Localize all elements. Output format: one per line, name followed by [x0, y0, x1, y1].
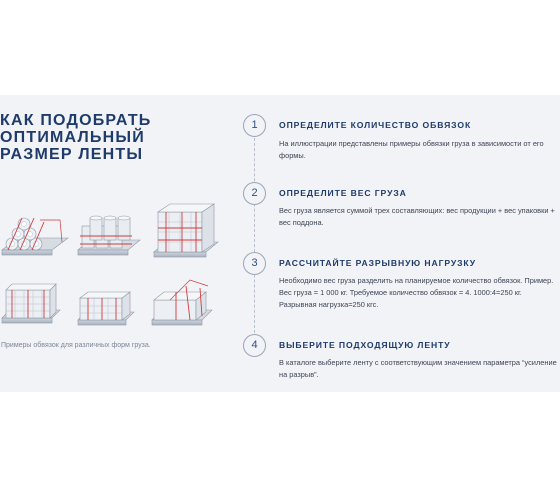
step-1-text: На иллюстрации представлены примеры обвязки груза в зависимости от его формы.: [279, 139, 544, 160]
step-4-number: 4: [243, 334, 266, 357]
steps-connector-line: [254, 138, 255, 333]
step-1-number: 1: [243, 114, 266, 137]
barrels-load-icon: [78, 216, 140, 255]
boxes-load-icon: [154, 204, 218, 257]
step-3-text: Необходимо вес груза разделить на планируемое количество обвязок. Пример. Вес груза = 1 000 кг. Требуемое количество обвязок = 4. 1000:4=250 кг. Разрывная нагрузка=250 кгс.: [279, 276, 554, 309]
illustration-caption: Примеры обвязок для различных форм груза.: [1, 342, 151, 349]
bricks-load-icon: [2, 284, 60, 323]
step-2-title: ОПРЕДЕЛИТЕ ВЕС ГРУЗА: [279, 188, 407, 198]
step-1-title: ОПРЕДЕЛИТЕ КОЛИЧЕСТВО ОБВЯЗОК: [279, 120, 472, 130]
load-examples-illustration: [0, 200, 222, 335]
step-3-title: РАССЧИТАЙТЕ РАЗРЫВНУЮ НАГРУЗКУ: [279, 258, 476, 268]
pipes-load-icon: [2, 218, 68, 255]
step-4-title: ВЫБЕРИТЕ ПОДХОДЯЩУЮ ЛЕНТУ: [279, 340, 451, 350]
step-3-number: 3: [243, 252, 266, 275]
title-line-3: РАЗМЕР ЛЕНТЫ: [0, 146, 144, 163]
title-line-1: КАК ПОДОБРАТЬ: [0, 112, 152, 129]
page-title: [0, 112, 215, 163]
cartons-load-icon: [78, 292, 134, 325]
step-2-text: Вес груза является суммой трех составляющих: вес продукции + вес упаковки + вес поддона.: [279, 206, 555, 227]
step-4-text: В каталоге выберите ленту с соответствующим значением параметра “усиление на разрыв”.: [279, 358, 557, 379]
long-load-icon: [152, 280, 212, 325]
step-2-number: 2: [243, 182, 266, 205]
title-line-2: ОПТИМАЛЬНЫЙ: [0, 129, 145, 146]
